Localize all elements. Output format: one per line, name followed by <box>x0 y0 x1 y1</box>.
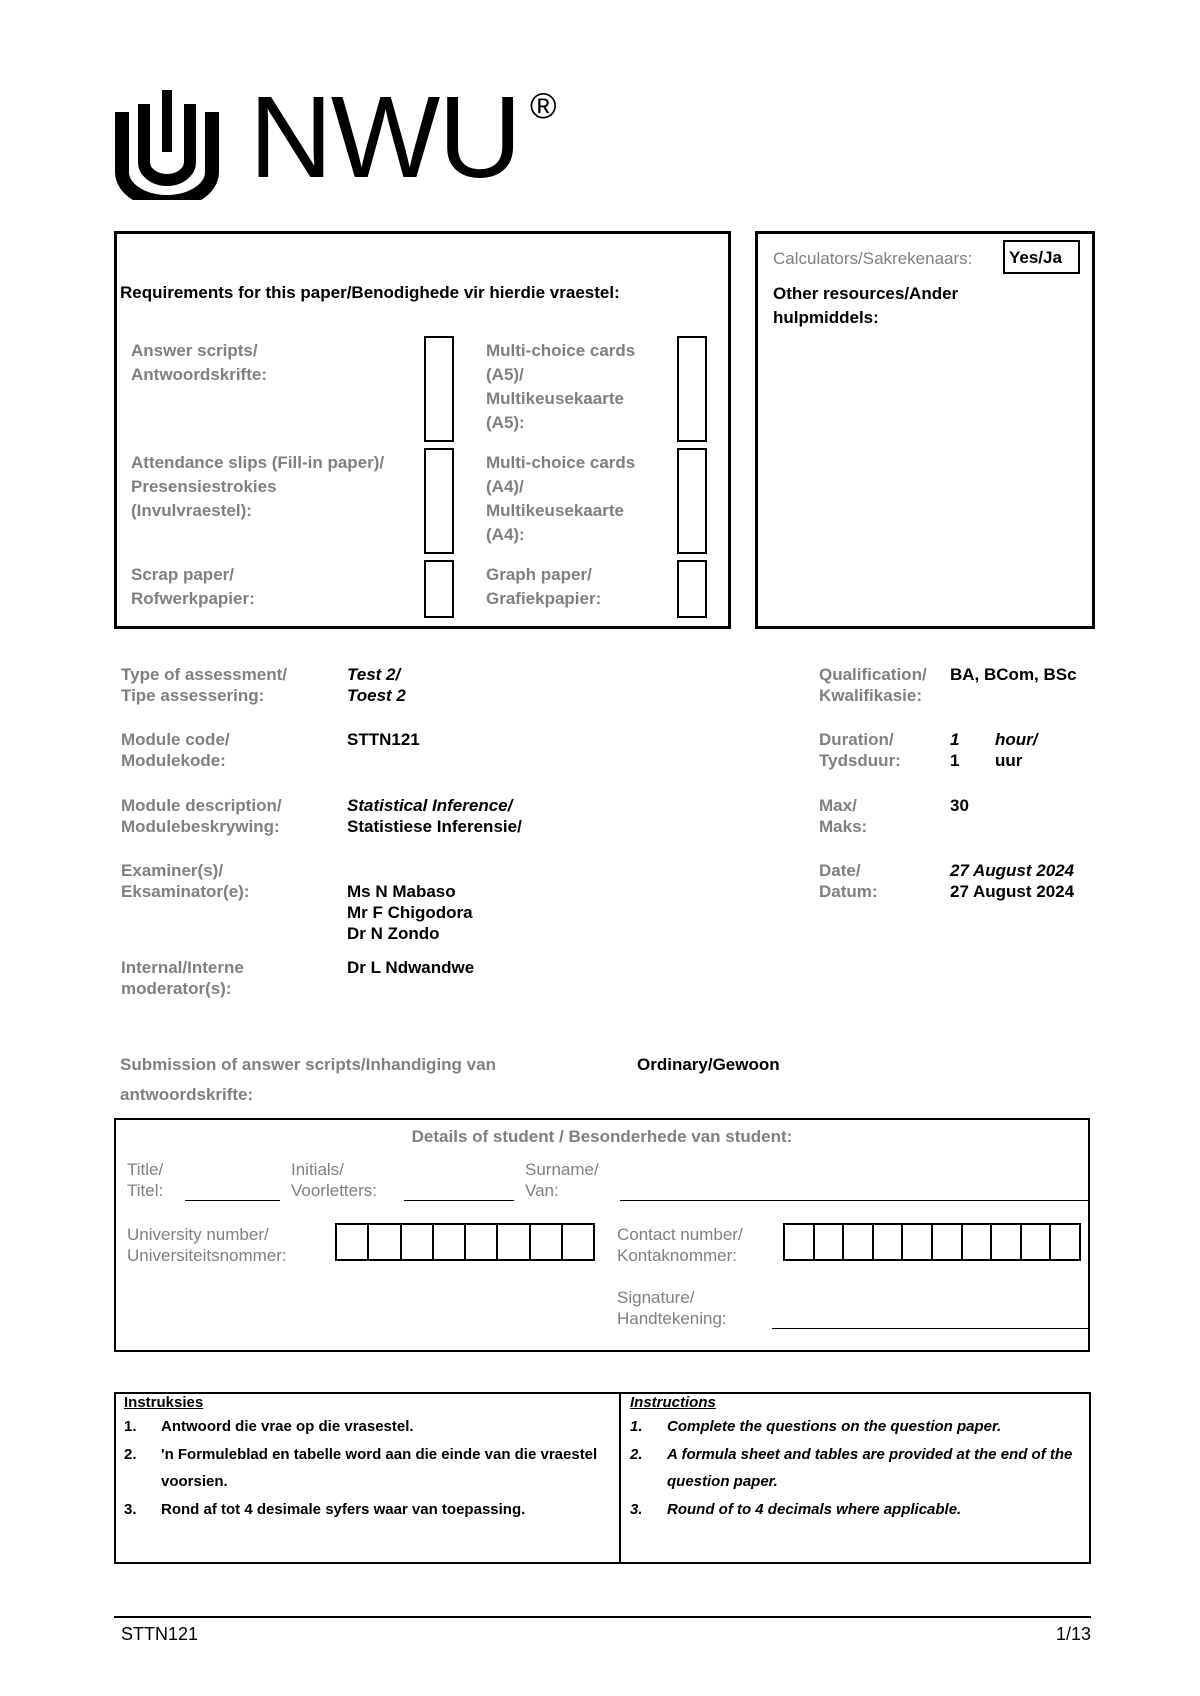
footer-rule <box>114 1616 1091 1618</box>
date-label: Date/ Datum: <box>819 861 878 901</box>
max-value: 30 <box>950 796 969 815</box>
instructions-af-heading: Instruksies <box>124 1394 204 1411</box>
moderator-label: Internal/Interne moderator(s): <box>121 958 244 998</box>
req-mc-a5-checkbox[interactable] <box>677 336 707 442</box>
max-label: Max/ Maks: <box>819 796 868 836</box>
moderator-value: Dr L Ndwandwe <box>347 958 475 977</box>
module-description-label: Module description/ Modulebeskrywing: <box>121 796 282 836</box>
surname-label: Surname/ Van: <box>525 1160 599 1200</box>
examiners-label: Examiner(s)/ Eksaminator(e): <box>121 861 250 901</box>
nwu-emblem-icon <box>112 82 222 200</box>
instructions-en-heading: Instructions <box>630 1394 716 1411</box>
examiner-3: Dr N Zondo <box>347 924 440 943</box>
examiners-list <box>347 881 473 944</box>
calculators-label: Calculators/Sakrekenaars: <box>773 249 973 268</box>
contact-number-label: Contact number/ Kontaknommer: <box>617 1225 743 1265</box>
instructions-english <box>630 1393 1085 1523</box>
student-details-heading: Details of student / Besonderhede van student: <box>411 1127 793 1146</box>
module-code-label: Module code/ Modulekode: <box>121 730 230 770</box>
instructions-afrikaans <box>124 1393 604 1523</box>
initials-label: Initials/ Voorletters: <box>291 1160 377 1200</box>
footer-page-number: 1/13 <box>1055 1624 1091 1644</box>
req-mc-a4-label: Multi-choice cards (A4)/ Multikeusekaarte (A4): <box>486 453 636 544</box>
examiner-2: Mr F Chigodora <box>347 903 473 922</box>
req-answer-scripts-checkbox[interactable] <box>424 336 454 442</box>
type-value: Test 2/ Toest 2 <box>347 665 406 705</box>
other-resources-label: Other resources/Ander hulpmiddels: <box>773 284 959 327</box>
contact-number-boxes[interactable] <box>783 1223 1081 1261</box>
duration-label: Duration/ Tydsduur: <box>819 730 901 770</box>
nwu-logo <box>112 72 572 202</box>
module-description-value: Statistical Inference/ Statistiese Inferensie/ <box>347 796 522 836</box>
req-mc-a5-label: Multi-choice cards (A5)/ Multikeusekaarte (A5): <box>486 341 636 432</box>
module-code-value: STTN121 <box>347 730 420 749</box>
signature-field[interactable] <box>772 1328 1090 1329</box>
req-scrap-paper-label: Scrap paper/ Rofwerkpapier: <box>131 565 255 608</box>
title-field[interactable] <box>185 1200 280 1201</box>
surname-field[interactable] <box>620 1200 1090 1201</box>
instructions-en-item: 1. Complete the questions on the question paper. <box>630 1418 1002 1435</box>
university-number-label: University number/ Universiteitsnommer: <box>127 1225 287 1265</box>
req-attendance-slips-checkbox[interactable] <box>424 448 454 554</box>
examiner-1: Ms N Mabaso <box>347 882 456 901</box>
req-attendance-slips-label: Attendance slips (Fill-in paper)/ Presensiestrokies (Invulvraestel): <box>131 453 385 520</box>
logo-text: NWU <box>249 72 521 202</box>
instructions-en-item: 2. A formula sheet and tables are provided at the end of the question paper. <box>630 1445 1073 1490</box>
submission-value: Ordinary/Gewoon <box>637 1055 780 1074</box>
instructions-af-item: 3. Rond af tot 4 desimale syfers waar van toepassing. <box>124 1500 526 1518</box>
date-value: 27 August 2024 27 August 2024 <box>950 861 1075 901</box>
instructions-divider <box>619 1392 621 1564</box>
instructions-en-item: 3. Round of to 4 decimals where applicable. <box>630 1500 962 1518</box>
qualification-label: Qualification/ Kwalifikasie: <box>819 665 927 705</box>
req-scrap-paper-checkbox[interactable] <box>424 560 454 618</box>
submission-label: Submission of answer scripts/Inhandiging van antwoordskrifte: <box>120 1055 496 1104</box>
initials-field[interactable] <box>404 1200 514 1201</box>
instructions-af-item: 1. Antwoord die vrae op die vrasestel. <box>124 1418 414 1435</box>
req-mc-a4-checkbox[interactable] <box>677 448 707 554</box>
footer-module-code: STTN121 <box>121 1624 199 1644</box>
registered-mark: ® <box>530 85 557 126</box>
calculators-value: Yes/Ja <box>1003 240 1080 274</box>
qualification-value: BA, BCom, BSc <box>950 665 1077 684</box>
title-label: Title/ Titel: <box>127 1160 164 1200</box>
type-label: Type of assessment/ Tipe assessering: <box>121 665 287 705</box>
req-graph-paper-label: Graph paper/ Grafiekpapier: <box>486 565 602 608</box>
instructions-af-item: 2. 'n Formuleblad en tabelle word aan die einde van die vraestel voorsien. <box>124 1445 598 1490</box>
req-answer-scripts-label: Answer scripts/ Antwoordskrifte: <box>131 341 267 384</box>
req-graph-paper-checkbox[interactable] <box>677 560 707 618</box>
duration-value: 1 hour/ 1 uur <box>950 730 1038 770</box>
university-number-boxes[interactable] <box>335 1223 595 1261</box>
requirements-heading: Requirements for this paper/Benodighede vir hierdie vraestel: <box>120 283 620 302</box>
signature-label: Signature/ Handtekening: <box>617 1288 727 1328</box>
